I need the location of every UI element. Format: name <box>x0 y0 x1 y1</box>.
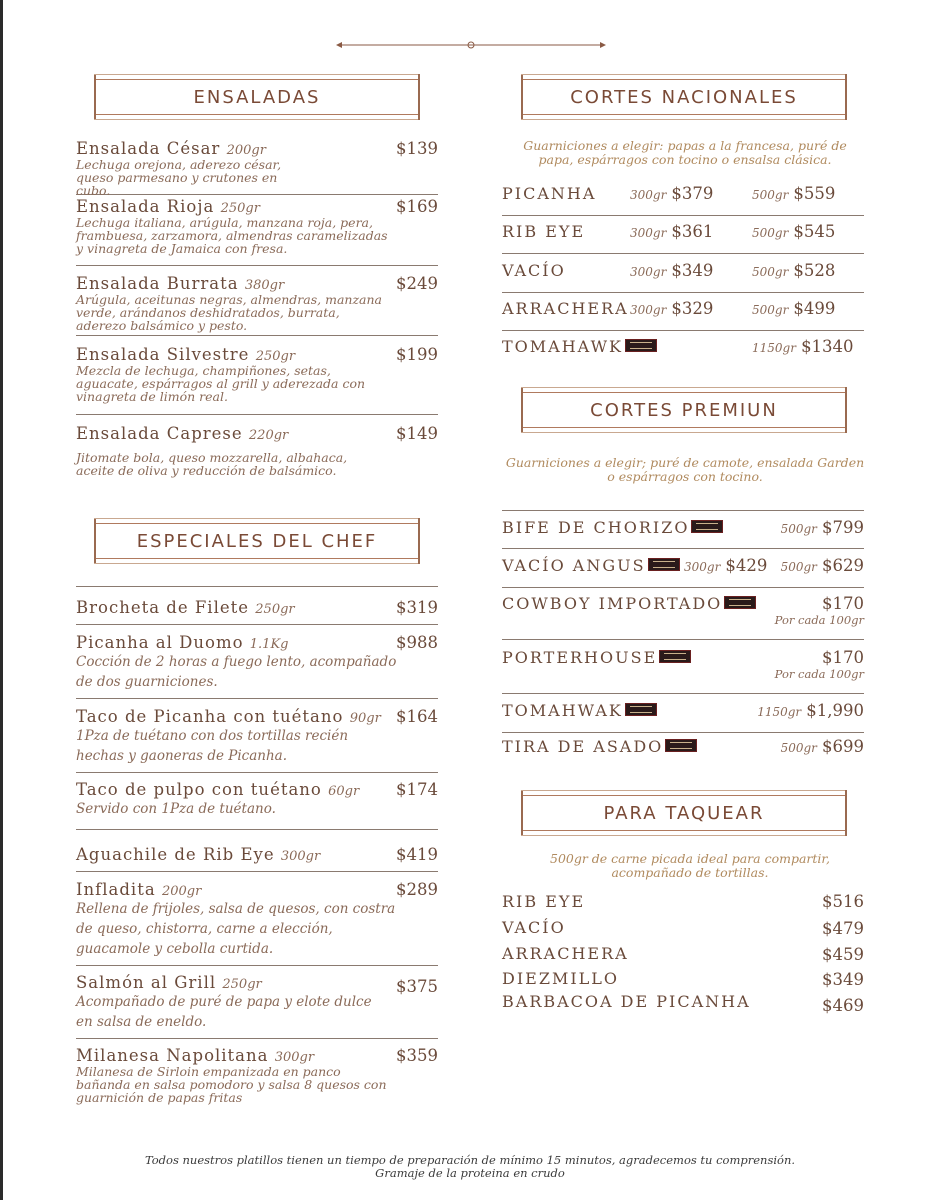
item-price: $164 <box>396 707 438 726</box>
item-description: Milanesa de Sirloin empanizada en panco bañanda en salsa pomodoro y salsa 8 quesos con guarnición de papas fritas <box>76 1064 387 1105</box>
menu-item-salmon: Salmón al Grill 250gr Acompañado de puré de papa y elote dulce en salsa de eneldo. $375 <box>76 973 438 1039</box>
cut-vacio: VACÍO 300gr $349 500gr $528 <box>502 255 864 293</box>
cut-bife-chorizo: BIFE DE CHORIZO 500gr $799 <box>502 512 864 549</box>
menu-item-picanha-duomo: Picanha al Duomo 1.1Kg Cocción de 2 horas a fuego lento, acompañado de dos guarniciones. $988 <box>76 633 438 699</box>
item-price: $249 <box>396 274 438 293</box>
item-description: Jitomate bola, queso mozzarella, albahaca, aceite de oliva y reducción de balsámico. <box>76 450 348 478</box>
item-description: Cocción de 2 horas a fuego lento, acompañado de dos guarniciones. <box>76 654 397 690</box>
sterling-brand-badge <box>659 650 691 663</box>
cut-tira-asado: TIRA DE ASADO 500gr $699 <box>502 737 864 756</box>
page-edge <box>0 0 3 1200</box>
item-price: $199 <box>396 345 438 364</box>
item-price: $174 <box>396 780 438 799</box>
taquear-list: RIB EYE $516 VACÍO $479 ARRACHERA $459 DIEZMILLO $349 BARBACOA DE PICANHA $469 <box>502 892 864 1015</box>
menu-item-ensalada-caprese: Ensalada Caprese 220gr Jitomate bola, queso mozzarella, albahaca, aceite de oliva y reducción de balsámico. $149 <box>76 424 438 478</box>
cut-vacio-angus: VACÍO ANGUS 300gr $429 500gr $629 <box>502 550 864 588</box>
cut-tomahawk: TOMAHAWK 1150gr $1340 <box>502 337 854 356</box>
top-ornament <box>336 38 606 52</box>
item-price: $139 <box>396 139 438 158</box>
sterling-brand-badge <box>724 596 756 609</box>
item-price: $149 <box>396 424 438 443</box>
item-description: Mezcla de lechuga, champiñones, setas, aguacate, espárragos al grill y aderezada con vinagreta de limón real. <box>76 363 366 404</box>
cut-premium-divider <box>502 470 864 511</box>
menu-item-aguachile: Aguachile de Rib Eye 300gr $419 <box>76 845 438 872</box>
menu-item-taco-picanha: Taco de Picanha con tuétano 90gr 1Pza de tuétano con dos tortillas recién hechas y gaoneras de Picanha. $164 <box>76 707 438 773</box>
sterling-brand-badge <box>625 703 657 716</box>
sterling-brand-badge <box>625 339 657 352</box>
nacionales-note: Guarniciones a elegir: papas a la francesa, puré de papa, espárragos con tocino o ensalsa clásica. <box>523 138 847 167</box>
sterling-brand-badge <box>665 739 697 752</box>
menu-item-brocheta: Brocheta de Filete 250gr $319 <box>76 598 438 625</box>
especiales-header <box>94 523 420 559</box>
item-price: $359 <box>396 1046 438 1065</box>
nacionales-header <box>521 79 847 115</box>
item-description: Lechuga orejona, aderezo césar, queso parmesano y crutones en cubo. <box>76 157 282 198</box>
menu-item-ensalada-rioja: Ensalada Rioja 250gr Lechuga italiana, arúgula, manzana roja, pera, frambuesa, zarzamora, almendras caramelizadas y vinagreta de Jamaica con fresa. $169 <box>76 197 438 266</box>
item-price: $419 <box>396 845 438 864</box>
ensaladas-title: ENSALADAS <box>193 87 321 108</box>
premium-note: Guarniciones a elegir; puré de camote, ensalada Garden o espárragos con tocino. <box>505 455 865 484</box>
taquear-note: 500gr de carne picada ideal para compartir, acompañado de tortillas. <box>550 851 830 880</box>
cut-cowboy: COWBOY IMPORTADO $170 Por cada 100gr <box>502 588 864 640</box>
cut-porterhouse: PORTERHOUSE $170 Por cada 100gr <box>502 642 864 694</box>
premium-title: CORTES PREMIUN <box>590 400 778 421</box>
taquear-header <box>521 795 847 831</box>
cut-tomahwak: TOMAHWAK 1150gr $1,990 <box>502 695 864 733</box>
menu-item-ensalada-cesar: Ensalada César 200gr Lechuga orejona, aderezo césar, queso parmesano y crutones en cubo. $139 <box>76 139 438 198</box>
item-description: Acompañado de puré de papa y elote dulce en salsa de eneldo. <box>76 994 372 1030</box>
cut-picanha: PICANHA 300gr $379 500gr $559 <box>502 178 864 216</box>
item-description: Arúgula, aceitunas negras, almendras, manzana verde, arándanos deshidratados, burrata, aderezo balsámico y pesto. <box>76 292 382 333</box>
chef-divider-top <box>76 586 438 587</box>
item-price: $289 <box>396 880 438 899</box>
nacionales-title: CORTES NACIONALES <box>570 87 798 108</box>
premium-header <box>521 392 847 428</box>
item-description: Rellena de frijoles, salsa de quesos, con costra de queso, chistorra, carne a elección, guacamole y cebolla curtida. <box>76 901 396 957</box>
footer-note: Todos nuestros platillos tienen un tiempo de preparación de mínimo 15 minutos, agradecemos tu comprensión. Gramaje de la proteina en crudo <box>144 1153 796 1180</box>
item-price: $319 <box>396 598 438 617</box>
menu-item-ensalada-burrata: Ensalada Burrata 380gr Arúgula, aceitunas negras, almendras, manzana verde, arándanos deshidratados, burrata, aderezo balsámico y pesto. $249 <box>76 274 438 336</box>
menu-item-infladita: Infladita 200gr Rellena de frijoles, salsa de quesos, con costra de queso, chistorra, carne a elección, guacamole y cebolla curtida. $289 <box>76 880 438 966</box>
especiales-title: ESPECIALES DEL CHEF <box>136 531 378 552</box>
item-description: 1Pza de tuétano con dos tortillas recién hechas y gaoneras de Picanha. <box>76 728 349 764</box>
sterling-brand-badge <box>691 520 723 533</box>
menu-item-taco-pulpo: Taco de pulpo con tuétano 60gr Servido con 1Pza de tuétano. $174 <box>76 780 438 830</box>
cut-rib-eye: RIB EYE 300gr $361 500gr $545 <box>502 216 864 254</box>
taquear-title: PARA TAQUEAR <box>603 803 765 824</box>
item-price: $169 <box>396 197 438 216</box>
item-price: $988 <box>396 633 438 652</box>
ensaladas-header <box>94 79 420 115</box>
item-price: $375 <box>396 977 438 996</box>
menu-item-milanesa: Milanesa Napolitana 300gr Milanesa de Sirloin empanizada en panco bañanda en salsa pomodoro y salsa 8 quesos con guarnición de papas fritas $359 <box>76 1046 438 1105</box>
menu-item-ensalada-silvestre: Ensalada Silvestre 250gr Mezcla de lechuga, champiñones, setas, aguacate, espárragos al grill y aderezada con vinagreta de limón real. $199 <box>76 345 438 415</box>
cut-arrachera: ARRACHERA 300gr $329 500gr $499 <box>502 293 864 331</box>
sterling-brand-badge <box>648 558 680 571</box>
item-description: Lechuga italiana, arúgula, manzana roja, pera, frambuesa, zarzamora, almendras caramelizadas y vinagreta de Jamaica con fresa. <box>76 215 388 256</box>
item-description: Servido con 1Pza de tuétano. <box>76 801 276 817</box>
